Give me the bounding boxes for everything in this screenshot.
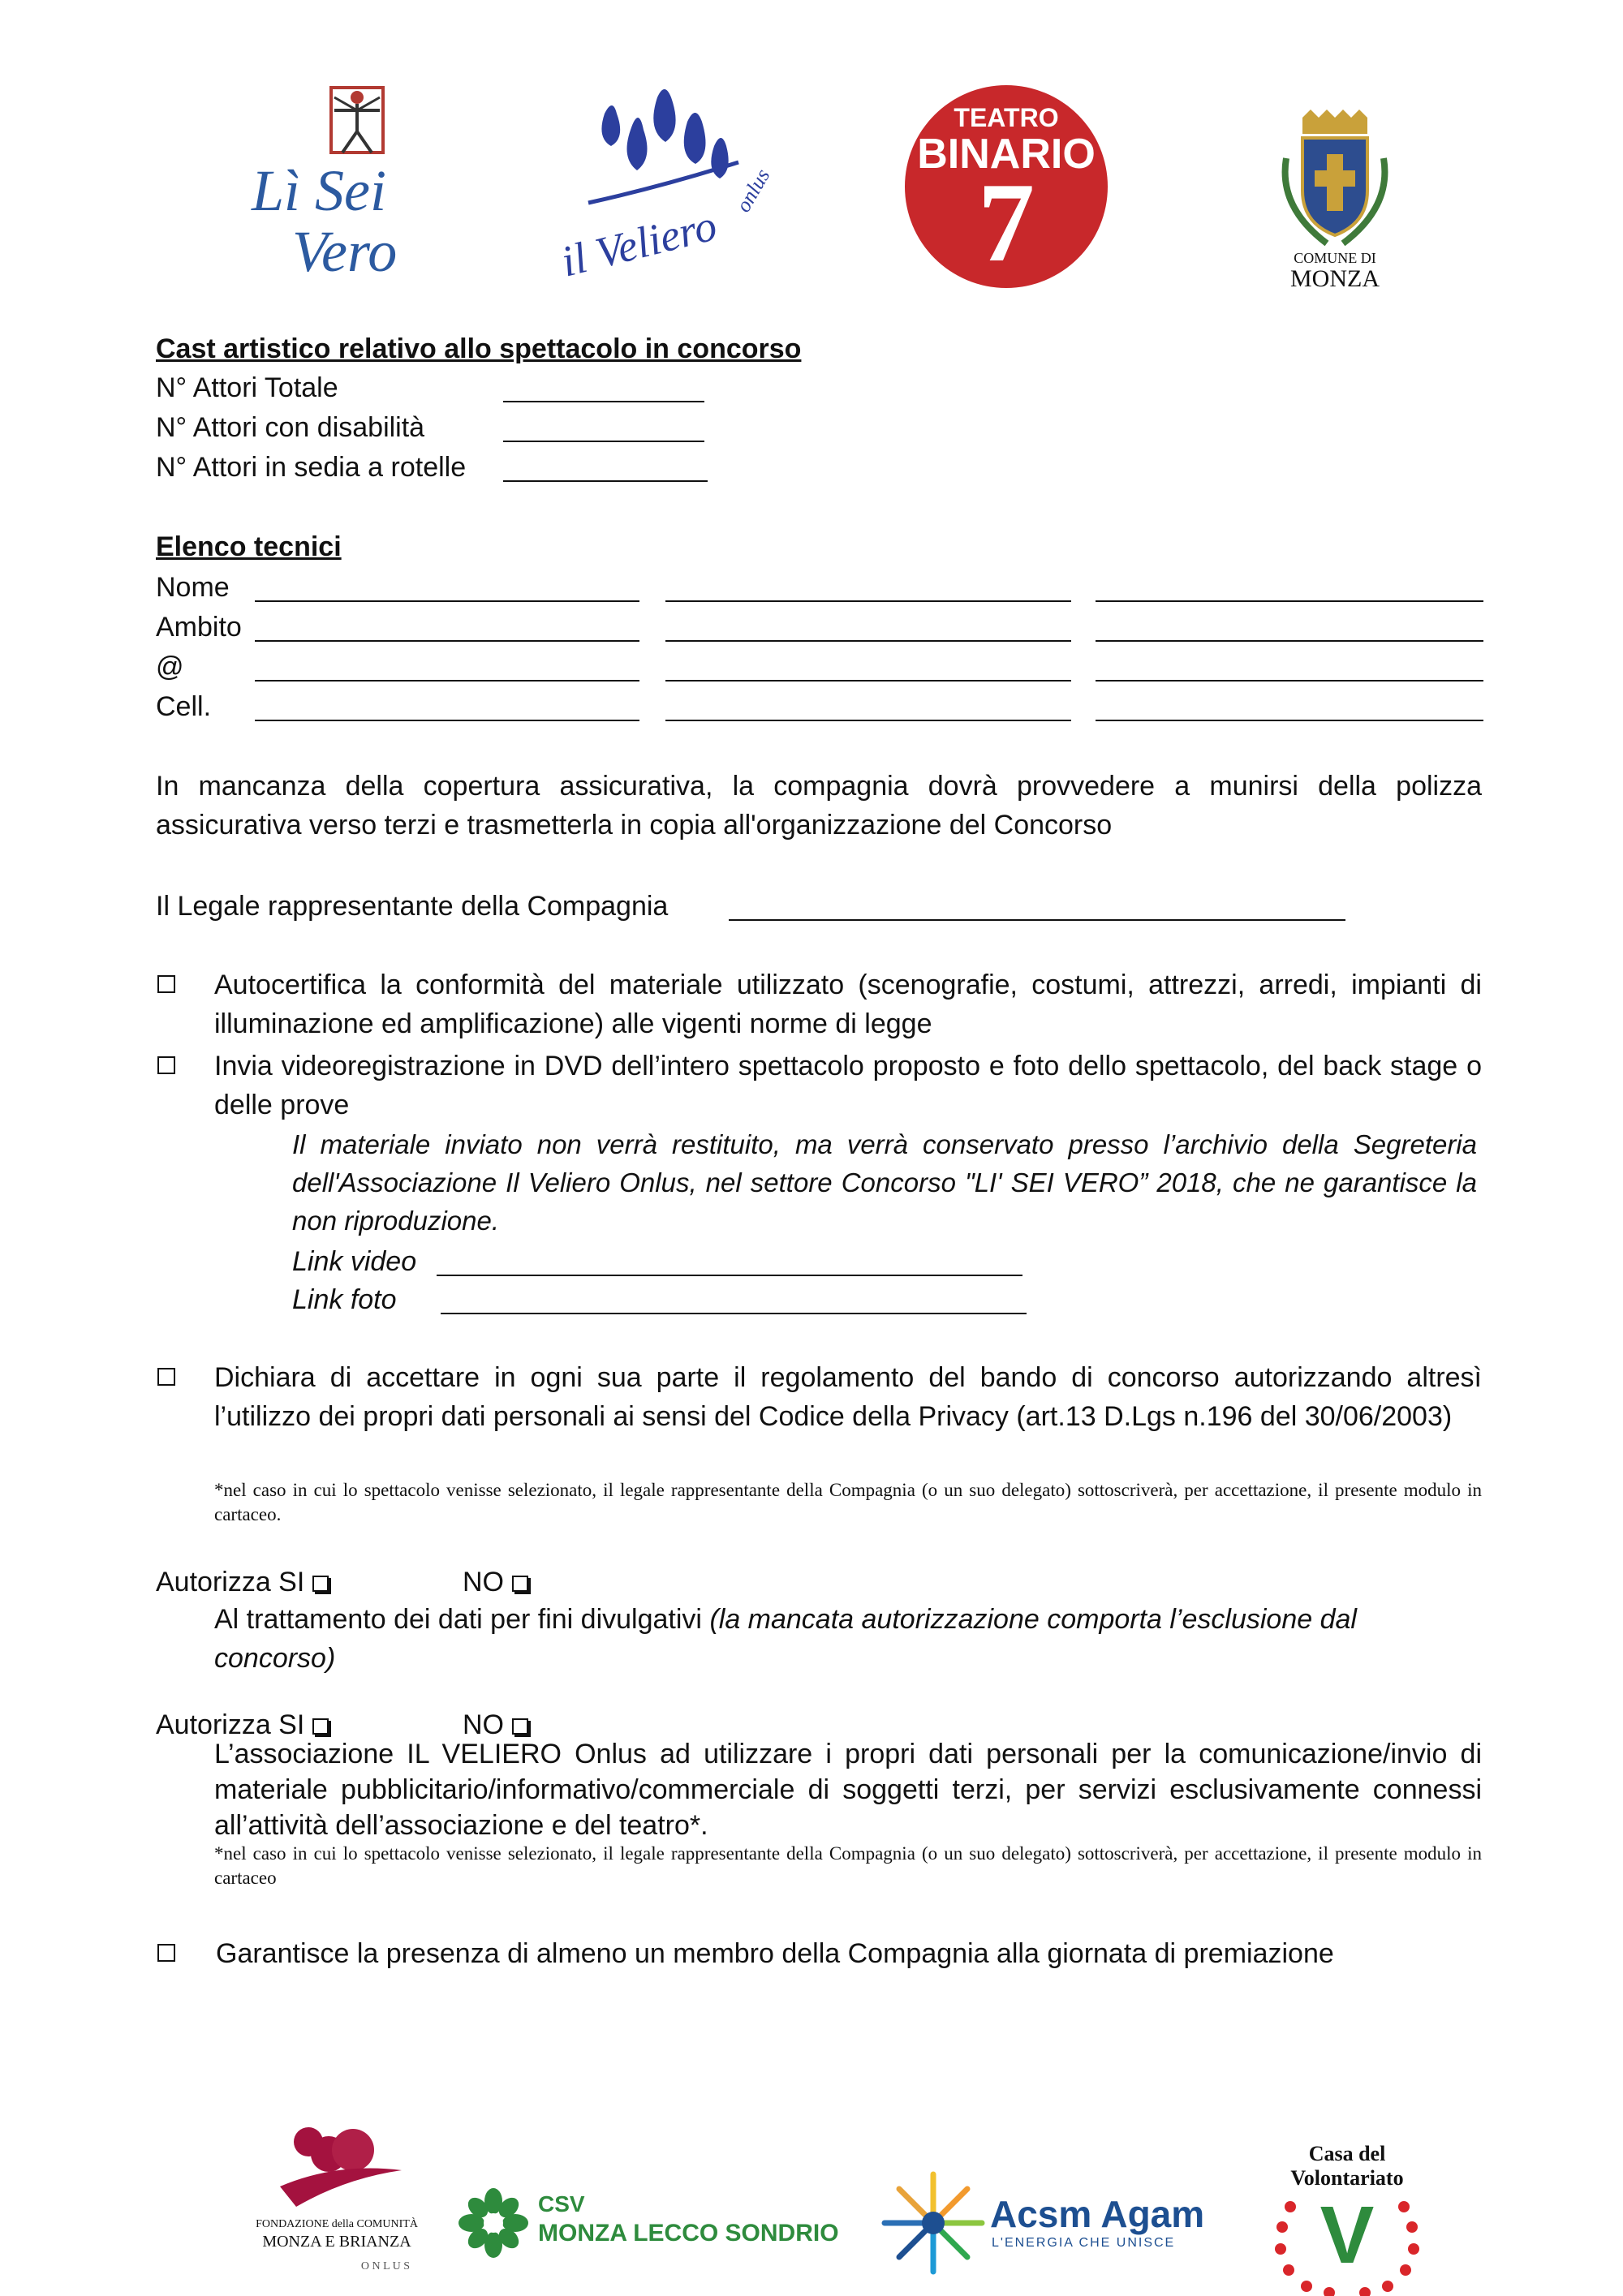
fondazione-line3: O N L U S <box>360 2260 410 2272</box>
dichiara-text: Dichiara di accettare in ogni sua parte il regolamento del bando di concorso autorizzando altresì l’utilizzo dei propri dati personali ai sensi del Codice della Privacy (art.13 D.Lgs n.196 del 30/06/2003) <box>214 1362 1482 1432</box>
teatro-binario-line1: TEATRO <box>954 103 1059 132</box>
csv-line2: MONZA LECCO SONDRIO <box>538 2220 839 2247</box>
sail-drops-icon <box>580 81 743 211</box>
link-video-label: Link video <box>292 1246 417 1277</box>
tecnici-row-ambito: Ambito <box>156 612 242 643</box>
cast-row-disabilita: N° Attori con disabilità <box>156 412 425 443</box>
tecnici-row-nome: Nome <box>156 572 230 603</box>
li-sei-vero-line2: Vero <box>292 219 398 284</box>
cast-field-totale[interactable] <box>503 401 704 402</box>
autorizza1-si-checkbox[interactable] <box>312 1576 329 1592</box>
coat-of-arms-icon <box>1270 110 1400 247</box>
autorizza1-text-normal: Al trattamento dei dati per fini divulgativi <box>214 1604 710 1635</box>
li-sei-vero-line1: Lì Sei <box>252 158 387 223</box>
il-veliero-suffix: onlus <box>731 165 775 217</box>
acsm-tagline: L'ENERGIA CHE UNISCE <box>992 2236 1176 2250</box>
acsm-name: Acsm Agam <box>990 2193 1205 2235</box>
tecnici-nome-field-1[interactable] <box>255 600 639 602</box>
dichiara-note: *nel caso in cui lo spettacolo venisse selezionato, il legale rappresentante della Compagnia (o un suo delegato) sottoscriverà, per accettazione, il presente modulo in cartaceo. <box>214 1480 1482 1524</box>
il-veliero-name: il Veliero <box>556 200 721 286</box>
autorizza2-note: *nel caso in cui lo spettacolo venisse selezionato, il legale rappresentante della Compagnia (o un suo delegato) sottoscriverà, per accettazione, il presente modulo in cartaceo <box>214 1843 1482 1888</box>
tecnici-ambito-field-1[interactable] <box>255 640 639 642</box>
invia-text: Invia videoregistrazione in DVD dell’intero spettacolo proposto e foto dello spettacolo, del back stage o delle prove <box>214 1051 1482 1120</box>
tecnici-email-field-1[interactable] <box>255 680 639 681</box>
casa-line2: Volontariato <box>1290 2166 1404 2190</box>
link-video-field[interactable] <box>437 1275 1022 1276</box>
tecnici-cell-field-2[interactable] <box>665 720 1071 721</box>
csv-line1: CSV <box>538 2191 585 2216</box>
teatro-binario-number: 7 <box>978 160 1035 286</box>
comune-monza-line2: MONZA <box>1290 265 1380 292</box>
tecnici-nome-field-3[interactable] <box>1096 600 1483 602</box>
autorizza1-row <box>156 1563 329 1602</box>
tecnici-cell-field-3[interactable] <box>1096 720 1483 721</box>
tecnici-cell-field-1[interactable] <box>255 720 639 721</box>
autorizza1-text <box>214 1600 1482 1678</box>
cast-title: Cast artistico relativo allo spettacolo in concorso <box>156 333 802 364</box>
fondazione-logo <box>256 2122 418 2284</box>
legale-field[interactable] <box>729 919 1345 921</box>
autocertifica-text: Autocertifica la conformità del materiale utilizzato (scenografie, costumi, attrezzi, arredi, impianti di illuminazione ed amplificazione) alle vigenti norme di legge <box>214 970 1482 1039</box>
tecnici-row-email: @ <box>156 651 184 682</box>
il-veliero-logo <box>556 81 779 288</box>
autorizza2-si-checkbox[interactable] <box>312 1718 329 1735</box>
autorizza1-no <box>463 1563 528 1602</box>
autorizza2-no-label: NO <box>463 1709 504 1740</box>
csv-flower-icon <box>458 2188 528 2258</box>
cast-row-rotelle: N° Attori in sedia a rotelle <box>156 452 467 483</box>
legale-label: Il Legale rappresentante della Compagnia <box>156 891 669 922</box>
link-foto-field[interactable] <box>441 1313 1027 1314</box>
tecnici-row-cell: Cell. <box>156 691 212 722</box>
comune-monza-line1: COMUNE DI <box>1294 250 1376 266</box>
autorizza1-text-italic: (la mancata autorizzazione comporta l’esclusione dal concorso) <box>214 1604 1357 1674</box>
casa-letter: V <box>1319 2190 1375 2281</box>
tecnici-ambito-field-2[interactable] <box>665 640 1071 642</box>
garantisce-text: Garantisce la presenza di almeno un membro della Compagnia alla giornata di premiazione <box>216 1938 1334 1969</box>
cast-field-disabilita[interactable] <box>503 441 704 442</box>
autorizza1-no-checkbox[interactable] <box>512 1576 528 1592</box>
tecnici-title: Elenco tecnici <box>156 531 342 562</box>
garantisce-checkbox[interactable] <box>157 1944 175 1962</box>
tecnici-nome-field-2[interactable] <box>665 600 1071 602</box>
cast-field-rotelle[interactable] <box>503 480 708 482</box>
dichiara-checkbox[interactable] <box>157 1368 175 1386</box>
insurance-text: In mancanza della copertura assicurativa, la compagnia dovrà provvedere a munirsi della polizza assicurativa verso terzi e trasmetterla in copia all'organizzazione del Concorso <box>156 771 1482 841</box>
csv-logo <box>458 2186 839 2259</box>
vitruvian-man-icon <box>316 81 398 158</box>
autorizza1-si-label: Autorizza SI <box>156 1567 305 1597</box>
autorizza2-si-label: Autorizza SI <box>156 1709 305 1740</box>
acsm-star-icon <box>880 2170 986 2276</box>
li-sei-vero-logo <box>243 81 454 292</box>
fondazione-line1: FONDAZIONE della COMUNITÀ <box>256 2218 418 2230</box>
autorizza2-text: L’associazione IL VELIERO Onlus ad utilizzare i propri dati personali per la comunicazione/invio di materiale pubblicitario/informativo/commerciale di soggetti terzi, per servizi esclusivamente connessi all’attività dell’associazione e del teatro*. <box>214 1739 1482 1841</box>
autorizza2-no-checkbox[interactable] <box>512 1718 528 1735</box>
acsm-logo <box>880 2170 1205 2276</box>
comune-monza-logo <box>1270 110 1400 296</box>
tecnici-email-field-3[interactable] <box>1096 680 1483 681</box>
autorizza1-no-label: NO <box>463 1567 504 1597</box>
tecnici-email-field-2[interactable] <box>665 680 1071 681</box>
link-foto-label: Link foto <box>292 1284 397 1315</box>
materiale-note: Il materiale inviato non verrà restituito, ma verrà conservato presso l’archivio della Segreteria dell'Associazione Il Veliero Onlus, nel settore Concorso "LI' SEI VERO” 2018, che ne garantisce la non riproduzione. <box>292 1129 1477 1236</box>
casa-line1: Casa del <box>1308 2142 1386 2165</box>
teatro-binario-logo <box>905 85 1108 288</box>
invia-checkbox[interactable] <box>157 1056 175 1074</box>
tecnici-ambito-field-3[interactable] <box>1096 640 1483 642</box>
cast-row-totale: N° Attori Totale <box>156 372 338 403</box>
fondazione-figure-icon <box>264 2122 410 2215</box>
teatro-binario-line2: BINARIO <box>917 131 1096 178</box>
autocertifica-checkbox[interactable] <box>157 975 175 993</box>
fondazione-line2: MONZA E BRIANZA <box>262 2233 411 2251</box>
casa-volontariato-logo <box>1266 2142 1428 2296</box>
